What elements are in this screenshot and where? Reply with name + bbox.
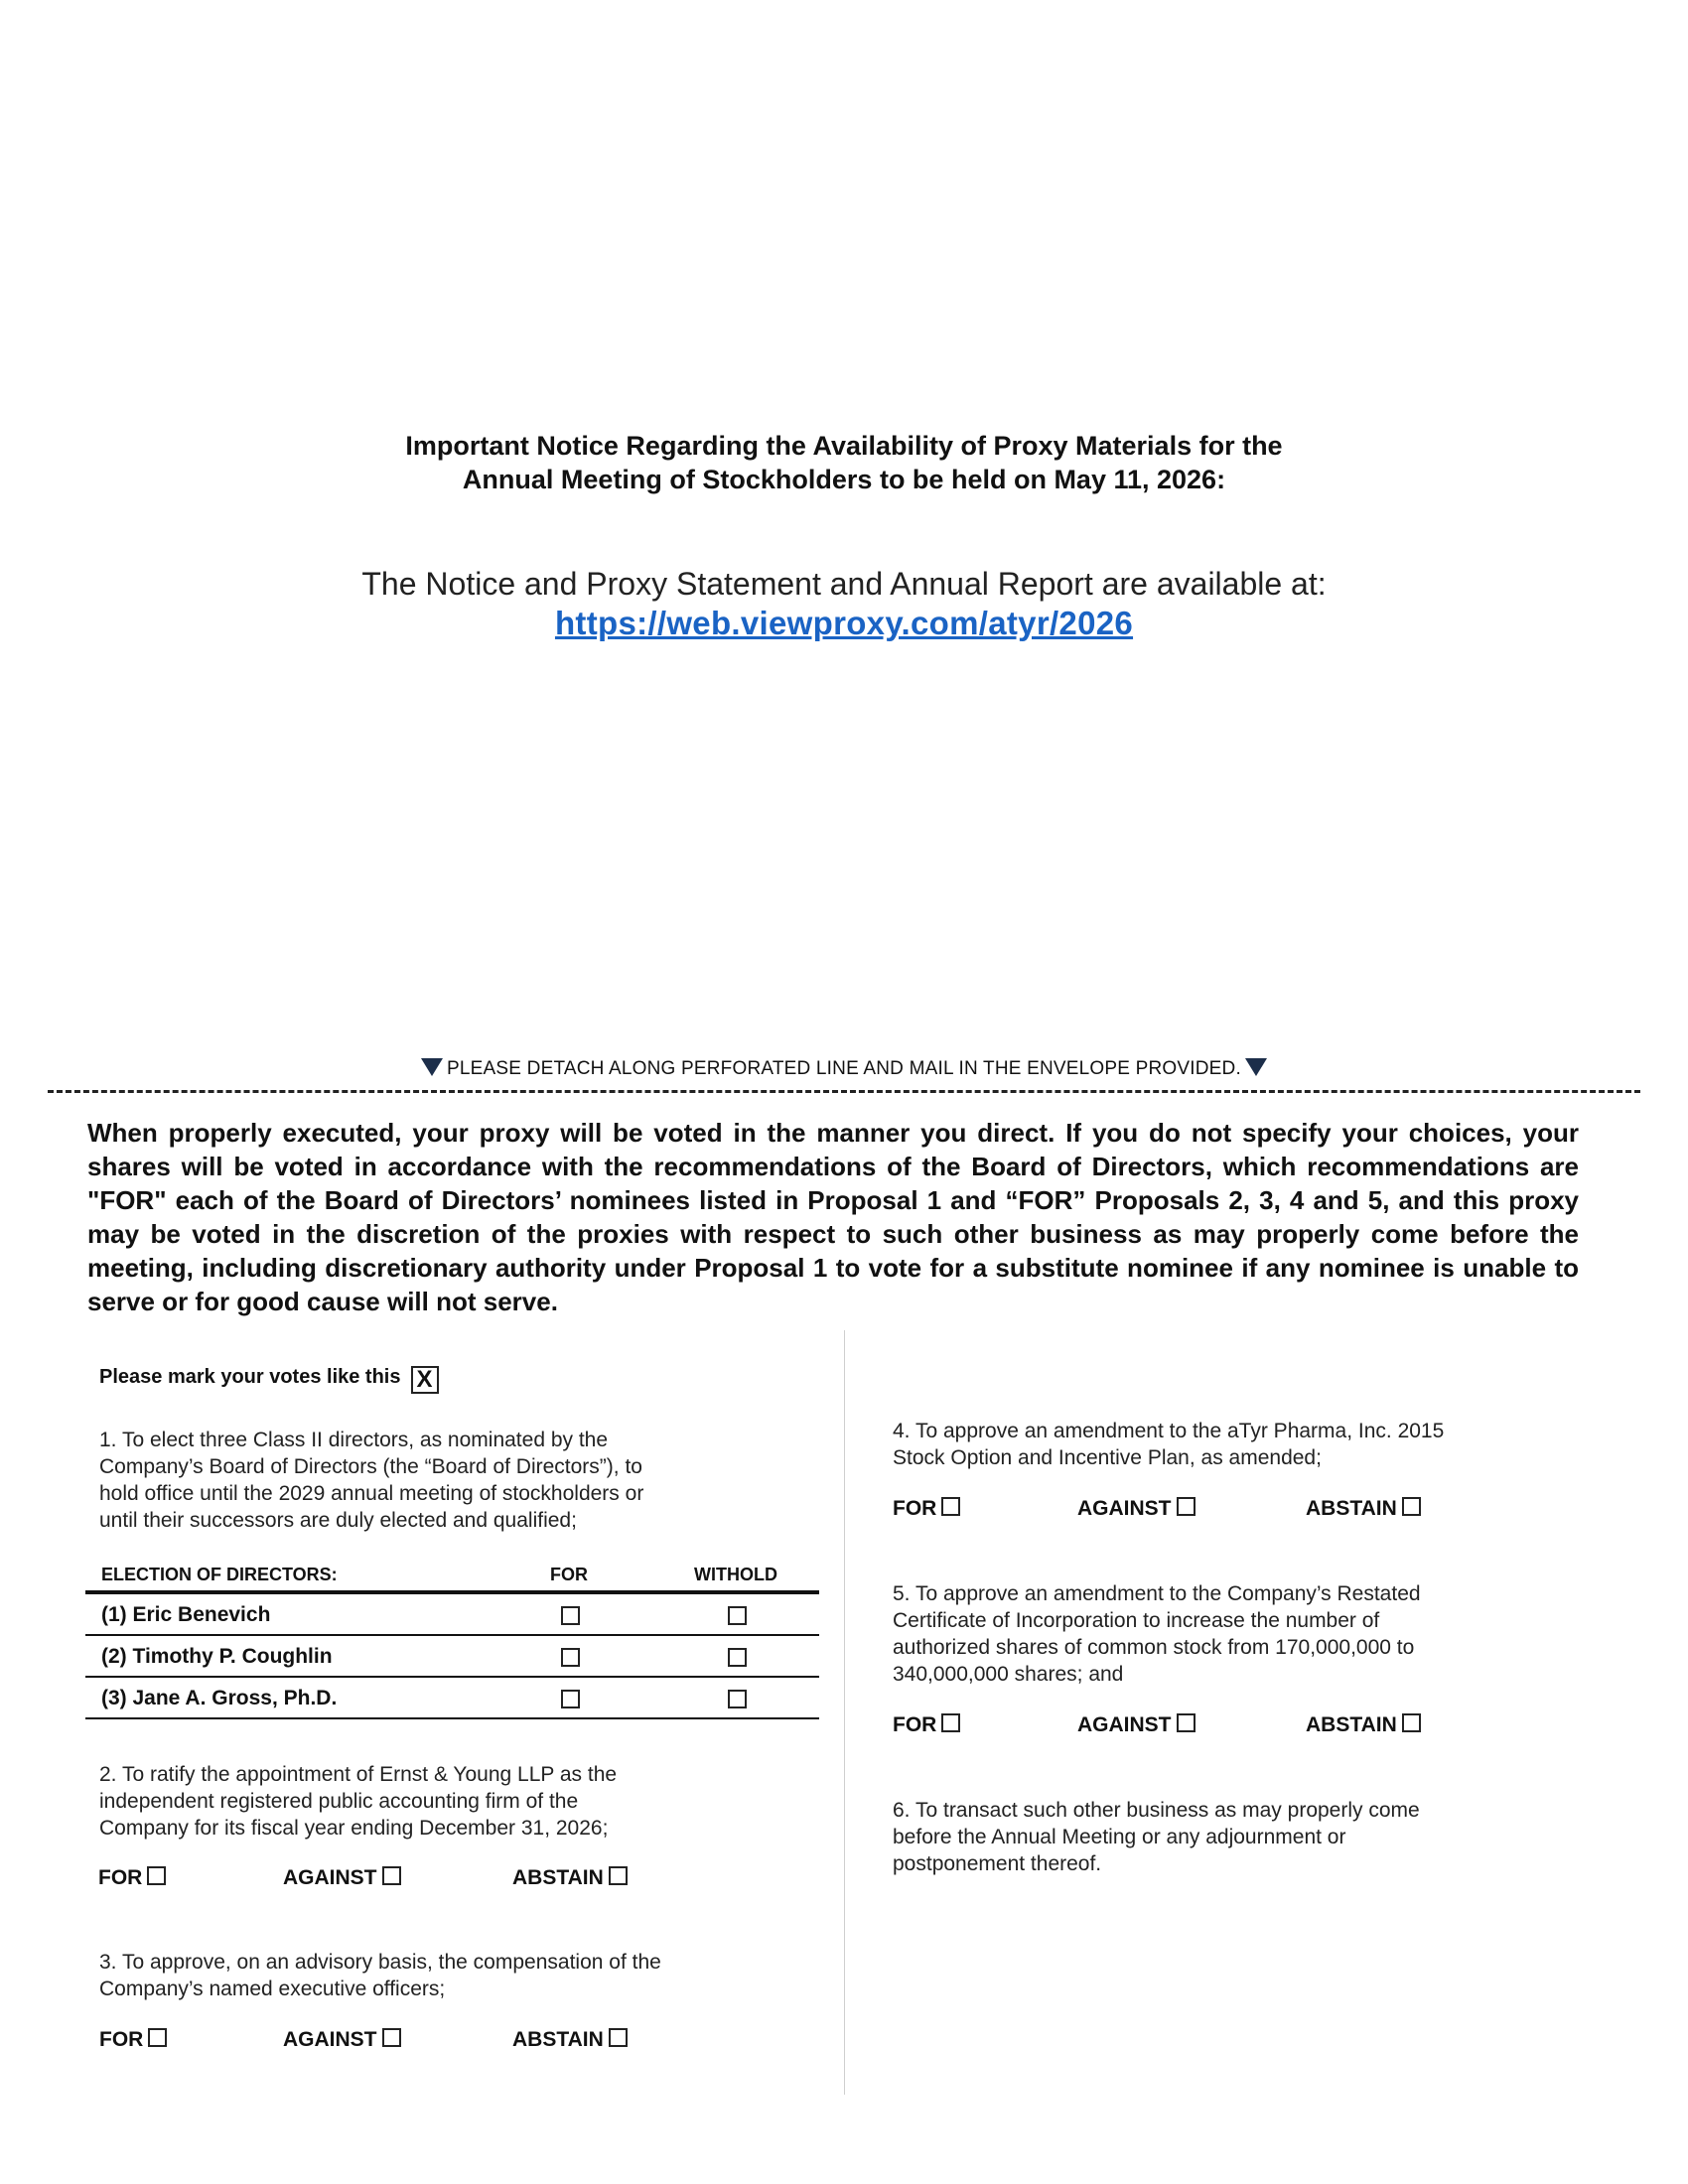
availability-text: The Notice and Proxy Statement and Annual Report are available at: — [361, 566, 1327, 602]
proposal-1-line: hold office until the 2029 annual meeting of stockholders or — [99, 1482, 644, 1505]
proposal-1-line: Company’s Board of Directors (the “Board of Directors”), to — [99, 1455, 642, 1478]
table-row — [85, 1678, 819, 1719]
proposal-2-line: independent registered public accounting firm of the — [99, 1790, 579, 1813]
abstain-label: ABSTAIN — [1306, 1713, 1397, 1736]
proposal-6-text — [893, 1797, 1588, 1877]
proposal-3-text — [99, 1949, 814, 2002]
proposal-6-line: 6. To transact such other business as may properly come — [893, 1799, 1420, 1822]
proposal-5-against[interactable] — [1077, 1713, 1196, 1737]
proposal-5-abstain[interactable] — [1306, 1713, 1421, 1737]
proposal-2-against[interactable] — [283, 1866, 401, 1890]
proposal-4-text — [893, 1418, 1588, 1471]
table-header — [85, 1561, 819, 1594]
proposal-1-line: until their successors are duly elected and qualified; — [99, 1509, 577, 1532]
perforated-line — [48, 1090, 1640, 1093]
proposal-4-against[interactable] — [1077, 1497, 1196, 1521]
proposal-2-abstain[interactable] — [512, 1866, 628, 1890]
proposal-4-line: 4. To approve an amendment to the aTyr Pharma, Inc. 2015 — [893, 1420, 1445, 1442]
abstain-label: ABSTAIN — [1306, 1497, 1397, 1520]
withold-checkbox[interactable] — [728, 1690, 747, 1708]
table-row — [85, 1636, 819, 1678]
for-checkbox[interactable] — [561, 1648, 580, 1667]
proposal-4-for[interactable] — [893, 1497, 960, 1521]
proposal-5-line: 5. To approve an amendment to the Company’s Restated — [893, 1582, 1421, 1605]
example-x-box: X — [411, 1366, 439, 1394]
for-checkbox[interactable] — [148, 2028, 167, 2047]
proposal-3-line: 3. To approve, on an advisory basis, the compensation of the — [99, 1951, 661, 1974]
proposal-3-line: Company’s named executive officers; — [99, 1978, 446, 2000]
column-divider — [844, 1330, 845, 2095]
availability-block — [0, 564, 1688, 643]
abstain-label: ABSTAIN — [512, 1866, 604, 1889]
against-label: AGAINST — [283, 1866, 377, 1889]
proposal-3-abstain[interactable] — [512, 2028, 628, 2052]
director-name: (1) Eric Benevich — [101, 1603, 271, 1626]
header-election: ELECTION OF DIRECTORS: — [101, 1565, 338, 1584]
mark-example-text: Please mark your votes like this — [99, 1366, 401, 1388]
abstain-checkbox[interactable] — [1402, 1713, 1421, 1732]
proposal-5-line: Certificate of Incorporation to increase the number of — [893, 1609, 1380, 1632]
abstain-label: ABSTAIN — [512, 2028, 604, 2051]
proposal-6-line: before the Annual Meeting or any adjournment or — [893, 1826, 1346, 1848]
for-label: FOR — [98, 1866, 143, 1889]
proposal-2-line: Company for its fiscal year ending December 31, 2026; — [99, 1817, 609, 1840]
election-of-directors-table — [85, 1561, 819, 1719]
against-checkbox[interactable] — [382, 1866, 401, 1885]
proposal-2-line: 2. To ratify the appointment of Ernst & Young LLP as the — [99, 1763, 618, 1786]
for-checkbox[interactable] — [561, 1690, 580, 1708]
against-label: AGAINST — [1077, 1497, 1172, 1520]
for-checkbox[interactable] — [561, 1606, 580, 1625]
notice-line-2: Annual Meeting of Stockholders to be held on May 11, 2026: — [462, 465, 1226, 494]
director-name: (2) Timothy P. Coughlin — [101, 1645, 333, 1668]
proposal-5-text — [893, 1580, 1588, 1688]
proposal-3-against[interactable] — [283, 2028, 401, 2052]
proposal-2-text — [99, 1761, 774, 1842]
proposal-4-abstain[interactable] — [1306, 1497, 1421, 1521]
against-label: AGAINST — [283, 2028, 377, 2051]
notice-line-1: Important Notice Regarding the Availability of Proxy Materials for the — [405, 431, 1283, 461]
detach-text: PLEASE DETACH ALONG PERFORATED LINE AND MAIL IN THE ENVELOPE PROVIDED. — [447, 1058, 1241, 1079]
against-checkbox[interactable] — [1177, 1713, 1196, 1732]
availability-notice-heading — [0, 429, 1688, 496]
abstain-checkbox[interactable] — [609, 1866, 628, 1885]
mark-example — [99, 1366, 439, 1394]
proposal-1-text — [99, 1427, 774, 1534]
for-checkbox[interactable] — [147, 1866, 166, 1885]
proposal-4-line: Stock Option and Incentive Plan, as amended; — [893, 1446, 1322, 1469]
triangle-down-icon — [1245, 1058, 1267, 1076]
against-label: AGAINST — [1077, 1713, 1172, 1736]
abstain-checkbox[interactable] — [1402, 1497, 1421, 1516]
against-checkbox[interactable] — [382, 2028, 401, 2047]
proposal-3-for[interactable] — [99, 2028, 167, 2052]
detach-instruction — [0, 1058, 1688, 1080]
for-checkbox[interactable] — [941, 1713, 960, 1732]
proposal-5-for[interactable] — [893, 1713, 960, 1737]
proposal-6-line: postponement thereof. — [893, 1852, 1102, 1875]
withold-checkbox[interactable] — [728, 1648, 747, 1667]
proposal-1-line: 1. To elect three Class II directors, as nominated by the — [99, 1429, 609, 1451]
for-checkbox[interactable] — [941, 1497, 960, 1516]
for-label: FOR — [893, 1497, 937, 1520]
withold-checkbox[interactable] — [728, 1606, 747, 1625]
proposal-2-for[interactable] — [98, 1866, 166, 1890]
table-row — [85, 1594, 819, 1636]
proxy-materials-link[interactable]: https://web.viewproxy.com/atyr/2026 — [554, 605, 1134, 641]
triangle-down-icon — [421, 1058, 443, 1076]
for-label: FOR — [99, 2028, 144, 2051]
proposal-5-line: authorized shares of common stock from 170,000,000 to — [893, 1636, 1415, 1659]
proxy-instructions: When properly executed, your proxy will be voted in the manner you direct. If you do not specify your choices, your shares will be voted in accordance with the recommendations of the Board of Directors, which recommendations are "FOR" each of the Board of Directors’ nominees listed in Proposal 1 and “FOR” Proposals 2, 3, 4 and 5, and this proxy may be voted in the discretion of the proxies with respect to such other business as may properly come before the meeting, including discretionary authority under Proposal 1 to vote for a substitute nominee if any nominee is unable to serve or for good cause will not serve. — [87, 1118, 1579, 1316]
for-label: FOR — [893, 1713, 937, 1736]
against-checkbox[interactable] — [1177, 1497, 1196, 1516]
proposal-5-line: 340,000,000 shares; and — [893, 1663, 1124, 1686]
header-for: FOR — [550, 1565, 588, 1584]
header-withold: WITHOLD — [694, 1565, 777, 1584]
abstain-checkbox[interactable] — [609, 2028, 628, 2047]
director-name: (3) Jane A. Gross, Ph.D. — [101, 1687, 338, 1709]
